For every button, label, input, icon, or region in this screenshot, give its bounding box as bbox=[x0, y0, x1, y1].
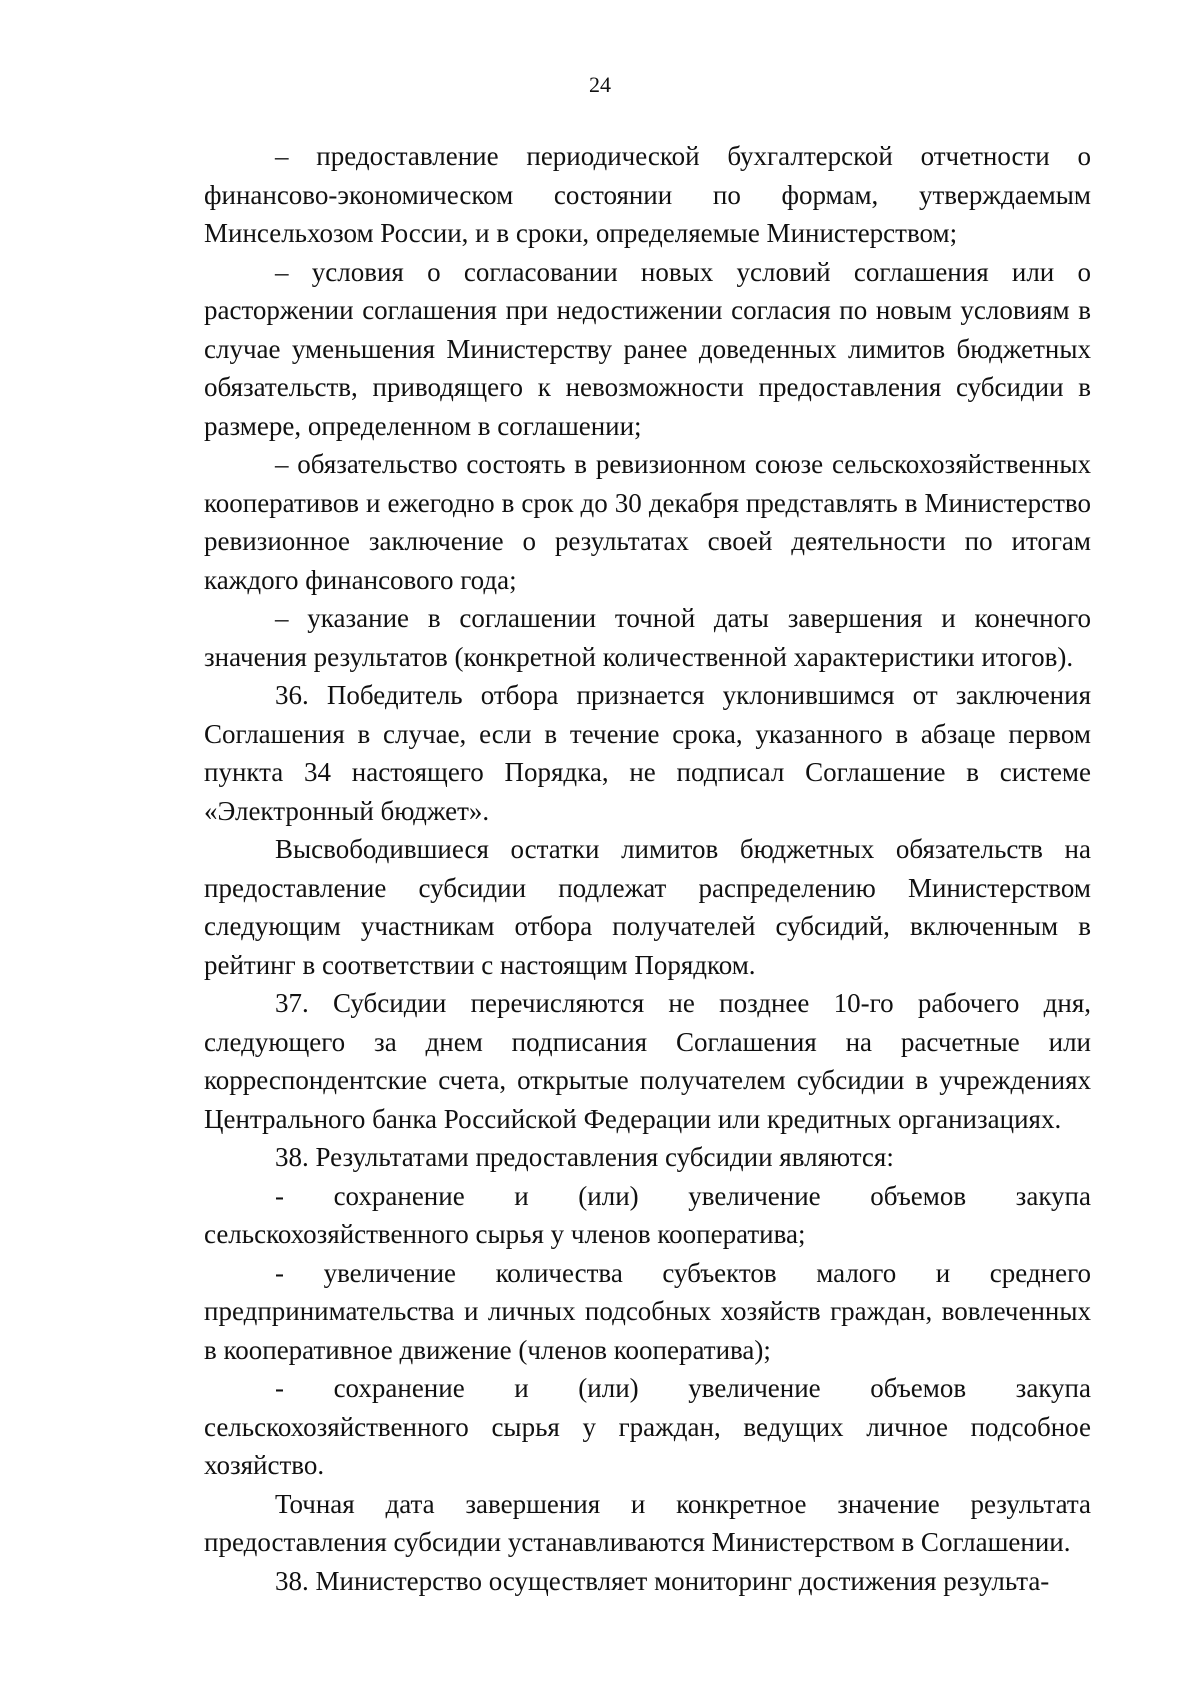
paragraph-item-38-monitoring: 38. Министерство осуществляет мониторинг достижения результа- bbox=[275, 1565, 1050, 1596]
result-item-household-purchase: - сохранение и (или) увеличение объемов закупа сельскохозяйственного сырья у граждан, ведущих личное подсобное хозяйство. bbox=[204, 1373, 1091, 1480]
paragraph-item-38-results: 38. Результатами предоставления субсидии являются: bbox=[275, 1142, 894, 1172]
page-number: 24 bbox=[589, 72, 611, 97]
paragraph-result-date: Точная дата завершения и конкретное значение результата предоставления субсидии устанавливаются Министерством в Соглашении. bbox=[204, 1488, 1091, 1557]
result-item-members-purchase: - сохранение и (или) увеличение объемов закупа сельскохозяйственного сырья у членов кооператива; bbox=[204, 1180, 1091, 1249]
paragraph-item-36: 36. Победитель отбора признается уклонившимся от заключения Соглашения в случае, если в течение срока, указанного в абзаце первом пункта 34 настоящего Порядка, не подписал Соглашение в системе «Электронный бюджет». bbox=[204, 680, 1091, 826]
paragraph-reporting: – предоставление периодической бухгалтерской отчетности о финансово-экономическом состоянии по формам, утверждаемым Минсельхозом России, и в сроки, определяемые Министерством; bbox=[204, 141, 1091, 248]
result-item-cooperative-growth: - увеличение количества субъектов малого и среднего предпринимательства и личных подсобных хозяйств граждан, вовлеченных в кооперативное движение (членов кооператива); bbox=[204, 1257, 1091, 1365]
paragraph-released-limits: Высвободившиеся остатки лимитов бюджетных обязательств на предоставление субсидии подлежат распределению Министерством следующим участникам отбора получателей субсидий, включенным в рейтинг в соответствии с настоящим Порядком. bbox=[204, 834, 1091, 980]
paragraph-audit-union: – обязательство состоять в ревизионном союзе сельскохозяйственных кооперативов и ежегодно в срок до 30 декабря представлять в Министерство ревизионное заключение о результатах своей деятельности по итогам каждого финансового года; bbox=[204, 449, 1091, 595]
paragraph-agreement-terms: – условия о согласовании новых условий соглашения или о расторжении соглашения при недостижении согласия по новым условиям в случае уменьшения Министерству ранее доведенных лимитов бюджетных обязательств, приводящего к невозможности предоставления субсидии в размере, определенном в соглашении; bbox=[204, 256, 1091, 441]
document-body bbox=[204, 137, 1091, 1600]
paragraph-completion-date: – указание в соглашении точной даты завершения и конечного значения результатов (конкретной количественной характеристики итогов). bbox=[204, 603, 1091, 672]
paragraph-item-37: 37. Субсидии перечисляются не позднее 10-го рабочего дня, следующего за днем подписания Соглашения на расчетные или корреспондентские счета, открытые получателем субсидии в учреждениях Центрального банка Российской Федерации или кредитных организациях. bbox=[204, 988, 1091, 1134]
